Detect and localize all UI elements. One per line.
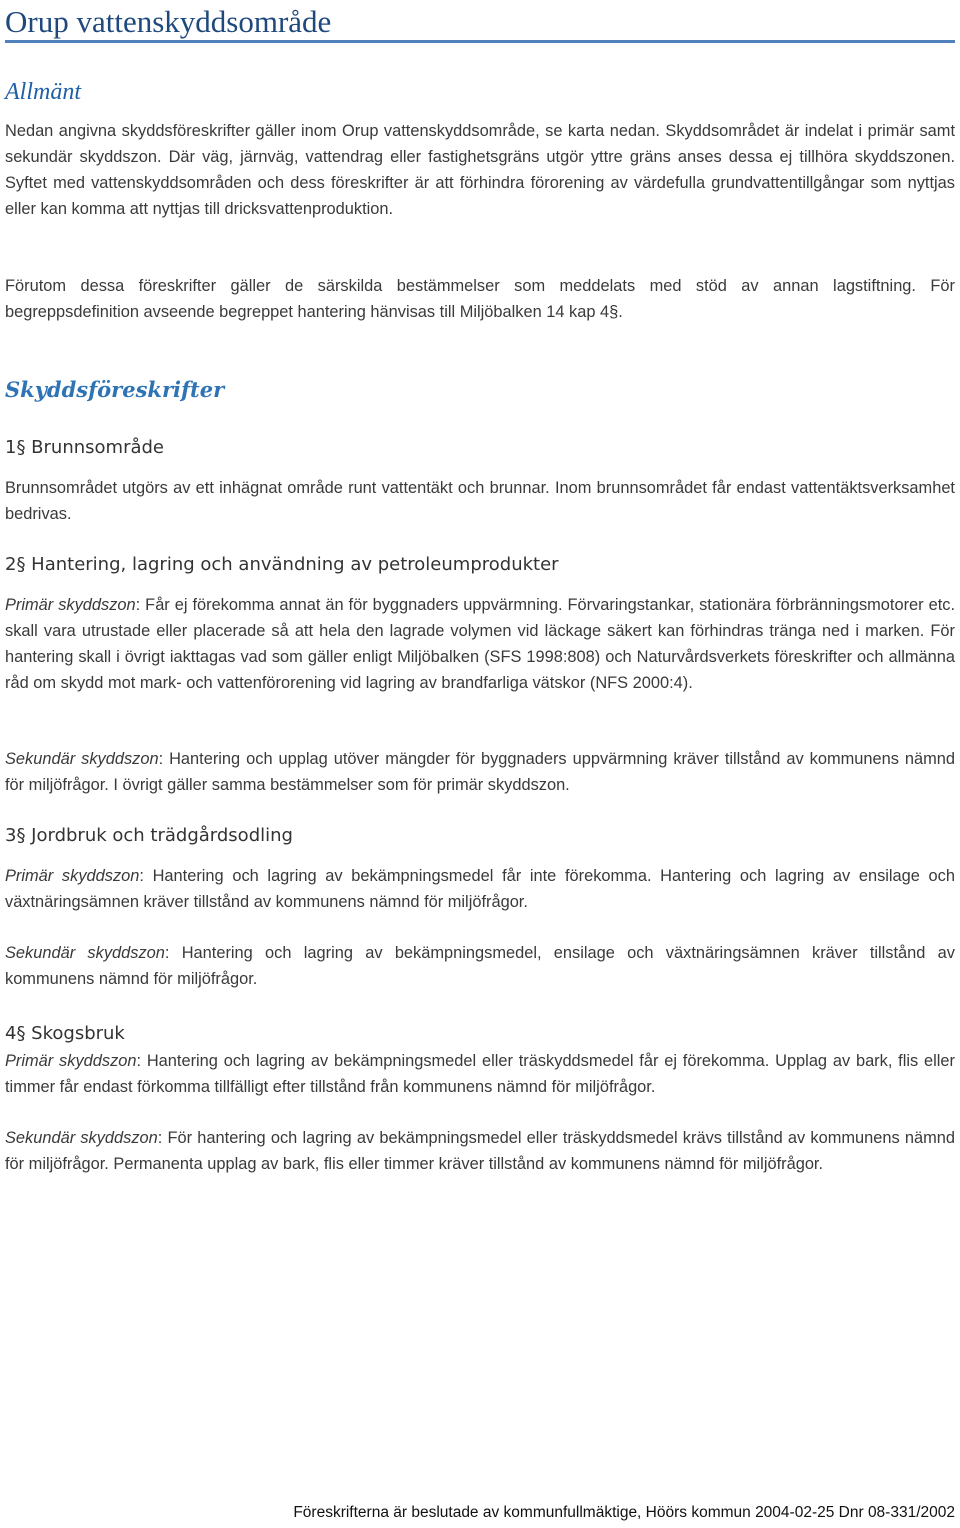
section-1-text: Brunnsområdet utgörs av ett inhägnat område runt vattentäkt och brunnar. Inom brunnsområdet får endast vattentäktsverksamhet bedrivas. [5,479,955,523]
primar-zone-label: Primär skyddszon [5,596,136,614]
sekundar-zone-label: Sekundär skyddszon [5,1129,158,1147]
page-title: Orup vattenskyddsområde [5,4,332,39]
section-3-sekundar [5,940,955,992]
primar-zone-text: : Hantering och lagring av bekämpningsmedel eller träskyddsmedel får ej förekomma. Upplag av bark, flis eller timmer får endast förkomma tillfälligt efter tillstånd från kommunens nämnd för miljöfrågor. [5,1052,955,1096]
sekundar-zone-text: : För hantering och lagring av bekämpningsmedel eller träskyddsmedel krävs tillstånd av kommunens nämnd för miljöfrågor. Permanenta upplag av bark, flis eller timmer kräver tillstånd av kommunens nämnd för miljöfrågor. [5,1129,955,1173]
title-block [5,4,955,43]
section-3-title: 3§ Jordbruk och trädgårdsodling [5,825,293,846]
page-footer: Föreskrifterna är beslutade av kommunfullmäktige, Höörs kommun 2004-02-25 Dnr 08-331/2002 [293,1504,955,1521]
primar-zone-label: Primär skyddszon [5,867,140,885]
section-2-sekundar [5,746,955,798]
primar-zone-text: : Hantering och lagring av bekämpningsmedel får inte förekomma. Hantering och lagring av ensilage och växtnäringsämnen kräver tillstånd av kommunens nämnd för miljöfrågor. [5,867,955,911]
section-3-primar [5,863,955,915]
paragraph-allmant-2: Förutom dessa föreskrifter gäller de särskilda bestämmelser som meddelats med stöd av annan lagstiftning. För begreppsdefinition avseende begreppet hantering hänvisas till Miljöbalken 14 kap 4§. [5,277,955,321]
heading-allmant: Allmänt [5,79,81,105]
section-2-title: 2§ Hantering, lagring och användning av petroleumprodukter [5,554,559,575]
sekundar-zone-text: : Hantering och lagring av bekämpningsmedel, ensilage och växtnäringsämnen kräver tillstånd av kommunens nämnd för miljöfrågor. [5,944,955,988]
primar-zone-label: Primär skyddszon [5,1052,137,1070]
paragraph-allmant-1: Nedan angivna skyddsföreskrifter gäller inom Orup vattenskyddsområde, se karta nedan. Skyddsområdet är indelat i primär samt sekundär skyddszon. Där väg, järnväg, vattendrag eller fastighetsgräns utgör yttre gräns anses dessa ej tillhöra skyddszonen. Syftet med vattenskyddsområden och dess föreskrifter är att förhindra förorening av värdefulla grundvattentillgångar som nyttjas eller kan komma att nyttjas till dricksvattenproduktion. [5,122,955,218]
sekundar-zone-label: Sekundär skyddszon [5,750,159,768]
section-1-title: 1§ Brunnsområde [5,437,165,458]
sekundar-zone-text: : Hantering och upplag utöver mängder för byggnaders uppvärmning kräver tillstånd av kommunens nämnd för miljöfrågor. I övrigt gäller samma bestämmelser som för primär skyddszon. [5,750,955,794]
section-4-primar [5,1048,955,1100]
heading-skyddsforeskrifter: Skyddsföreskrifter [5,377,225,402]
section-4-title: 4§ Skogsbruk [5,1023,125,1044]
sekundar-zone-label: Sekundär skyddszon [5,944,165,962]
section-4-sekundar [5,1125,955,1177]
primar-zone-text: : Får ej förekomma annat än för byggnaders uppvärmning. Förvaringstankar, stationära förbränningsmotorer etc. skall vara utrustade eller placerade så att hela den lagrade volymen vid läckage säkert kan förhindras tränga ned i marken. För hantering skall i övrigt iakttagas vad som gäller enligt Miljöbalken (SFS 1998:808) och Naturvårdsverkets föreskrifter och allmänna råd om skydd mot mark- och vattenförorening vid lagring av brandfarliga vätskor (NFS 2000:4). [5,596,955,692]
section-2-primar [5,592,955,696]
